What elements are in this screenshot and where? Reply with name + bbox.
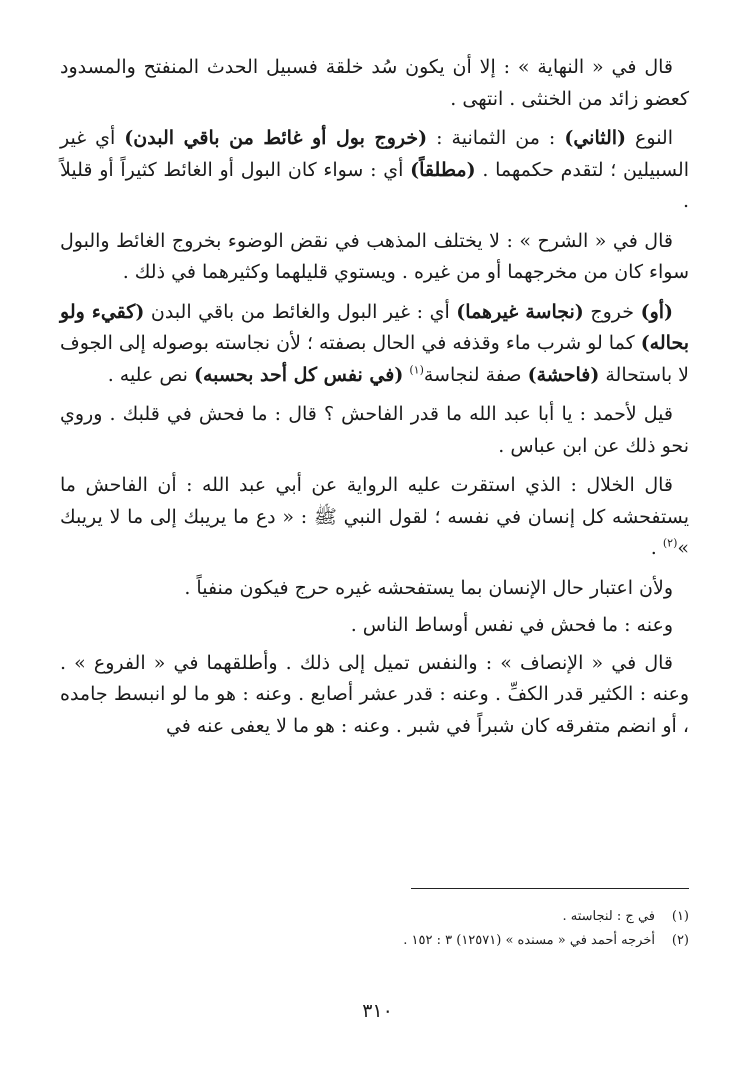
text-run: النوع [626, 127, 673, 149]
text-run: قال في « الإنصاف » : والنفس تميل إلى ذلك . وأطلقهما في « الفروع » . وعنه : الكثير قدر الكفِّ . وعنه : قدر عشر أصابع . وعنه : هو ما لو انبسط جامده ، أو انضم متفرقه كان شبراً في شبر . وعنه : هو ما لا يعفى عنه في [60, 651, 689, 737]
paragraph-khallal-quote [60, 470, 689, 565]
footnote-1 [60, 905, 689, 929]
text-run: ولأن اعتبار حال الإنسان بما يستفحشه غيره حرج فيكون منفياً . [184, 576, 673, 599]
bold-term: (مطلقاً) [410, 158, 476, 181]
text-run: قال في « النهاية » : إلا أن يكون سُد خلقة فسبيل الحدث المنفتح والمسدود كعضو زائد من الخنثى . انتهى . [60, 56, 689, 110]
bold-term: (أو) [640, 300, 674, 323]
footnote-2 [60, 929, 689, 953]
text-run: قيل لأحمد : يا أبا عبد الله ما قدر الفاحش ؟ قال : ما فحش في قلبك . وروي نحو ذلك عن ابن عباس . [60, 403, 689, 457]
text-run: قال في « الشرح » : لا يختلف المذهب في نقض الوضوء بخروج الغائط والبول سواء كان من مخرجهما أو من غيره . ويستوي قليلهما وكثيرهما في ذلك . [60, 229, 689, 283]
paragraph-second-type [60, 123, 689, 218]
footnote-number: (٢) [671, 933, 689, 948]
text-run: . [650, 537, 663, 559]
paragraph-ahmad-question [60, 399, 689, 462]
paragraph-other-impurity [60, 297, 689, 392]
footnote-divider [411, 888, 689, 889]
footnote-text: أخرجه أحمد في « مسنده » (١٢٥٧١) ٣ : ١٥٢ . [403, 933, 655, 948]
bold-term: (الثاني) [564, 127, 627, 149]
page-number: ٣١٠ [362, 1000, 393, 1022]
text-run: أي : سواء كان البول أو الغائط كثيراً أو قليلاً . [60, 158, 689, 212]
footnote-ref: (٢) [662, 536, 678, 550]
paragraph-insaf-quote [60, 648, 689, 743]
text-run: : من الثمانية : [427, 127, 565, 149]
text-run: أي غير السبيلين ؛ لتقدم حكمهما . [60, 127, 690, 181]
footnote-ref: (١) [409, 363, 424, 377]
text-run: خروج [583, 300, 641, 323]
bold-term: (في نفس كل أحد بحسبه) [193, 363, 404, 386]
bold-term: (نجاسة غيرهما) [456, 300, 584, 323]
paragraph-reason [60, 573, 689, 605]
paragraph-sharh-quote [60, 226, 689, 289]
main-text [60, 52, 689, 748]
footnote-number: (١) [671, 909, 689, 924]
paragraph-narration [60, 610, 689, 642]
footnote-text: في ج : لنجاسته . [562, 909, 655, 924]
footnotes [60, 905, 689, 953]
text-run: وعنه : ما فحش في نفس أوساط الناس . [350, 614, 673, 636]
text-run: صفة لنجاسة [423, 363, 528, 386]
bold-term: (فاحشة) [527, 363, 600, 386]
text-run: قال الخلال : الذي استقرت عليه الرواية عن أبي عبد الله : أن الفاحش ما يستفحشه كل إنسان في نفسه ؛ لقول النبي ﷺ : « دع ما يريبك إلى ما لا يريبك » [60, 474, 689, 559]
bold-term: (كقيء ولو بحاله) [60, 300, 689, 354]
text-run: أي : غير البول والغائط من باقي البدن [144, 300, 457, 323]
text-run: كما لو شرب ماء وقذفه في الحال بصفته ؛ لأن نجاسته بوصوله إلى الجوف لا باستحالة [60, 332, 689, 386]
text-run: نص عليه . [107, 363, 194, 386]
bold-term: (خروج بول أو غائط من باقي البدن) [124, 127, 428, 149]
paragraph-nihaya-quote [60, 52, 689, 115]
